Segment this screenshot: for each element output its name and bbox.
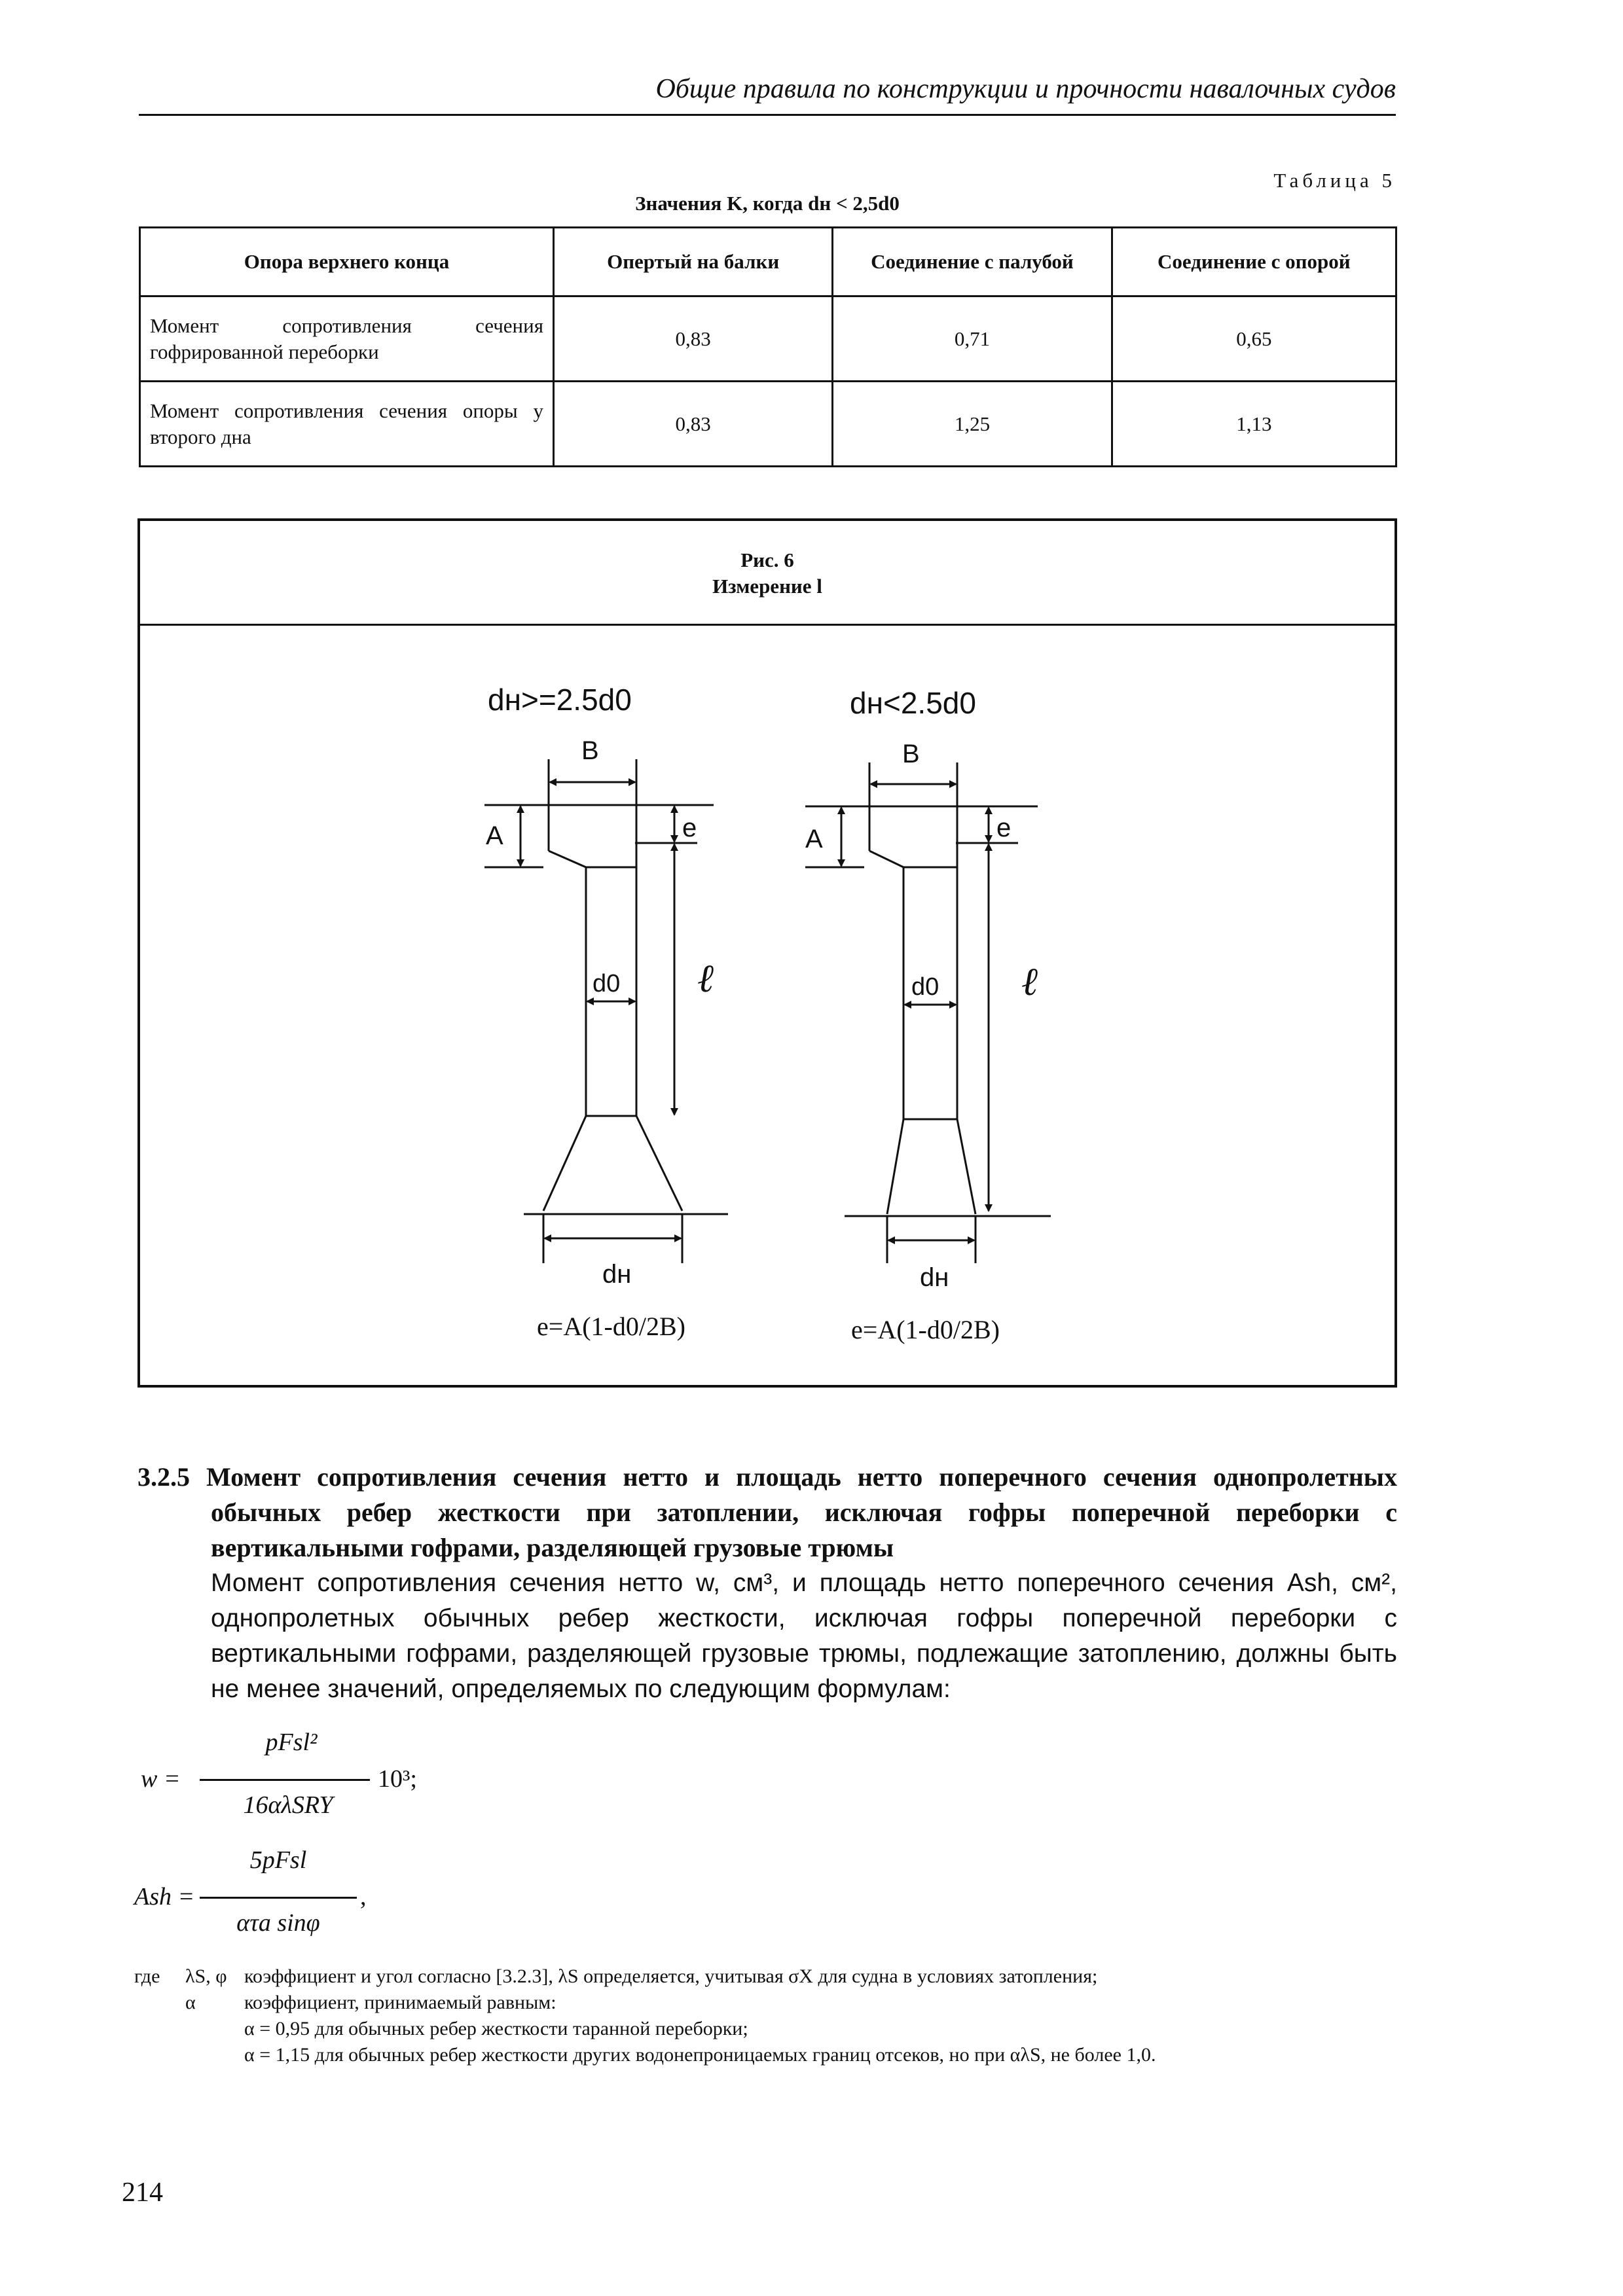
b-label: B: [581, 736, 599, 765]
table-cell: 1,25: [833, 382, 1112, 467]
formula-lhs: Ash =: [134, 1883, 195, 1910]
a-label: A: [805, 825, 823, 853]
where-text: коэффициент и угол согласно [3.2.3], λS определяется, учитывая σX для судна в условиях затопления;: [244, 1965, 1098, 1987]
figure-title: Рис. 6: [740, 548, 794, 571]
e-formula: e=A(1-d0/2B): [537, 1312, 685, 1341]
e-formula: e=A(1-d0/2B): [851, 1315, 1000, 1344]
section-body: Момент сопротивления сечения нетто w, см³, и площадь нетто поперечного сечения Ash, см², однопролетных обычных ребер жесткости, исключая гофры поперечной переборки с вертикальными гофрами, разделяющей грузовые трюмы, подлежащие затоплению, должны быть не менее значений, определяемых по следующим формулам:: [211, 1569, 1397, 1703]
stool-outline: [869, 851, 903, 867]
l-label: ℓ: [1021, 960, 1038, 1003]
dn-label: dн: [920, 1263, 949, 1292]
where-item: [134, 1990, 1398, 2016]
where-text: α = 1,15 для обычных ребер жесткости других водонепроницаемых границ отсеков, но при αλS, не более 1,0.: [244, 2044, 1156, 2066]
where-clause: [134, 1964, 1398, 2068]
d0-label: d0: [911, 973, 939, 1001]
column-header: Опертый на балки: [554, 228, 833, 296]
table-cell: 0,65: [1112, 296, 1396, 382]
stool-outline: [549, 851, 586, 867]
column-header: Опора верхнего конца: [140, 228, 554, 296]
column-header: Соединение с палубой: [833, 228, 1112, 296]
page-number: 214: [122, 2178, 163, 2208]
row-label: Момент сопротивления сечения гофрированной переборки: [140, 296, 554, 382]
where-item: [134, 2016, 1398, 2042]
fraction-bar: [200, 1897, 357, 1899]
where-intro: где: [134, 1965, 160, 1987]
formula-tail: 10³;: [378, 1765, 417, 1793]
formula-tail: ,: [360, 1883, 367, 1910]
b-label: B: [902, 740, 920, 768]
column-header: Соединение с опорой: [1112, 228, 1396, 296]
where-symbol: α: [185, 1992, 196, 2013]
where-item: [134, 1964, 1398, 1990]
formula-w: [141, 1728, 429, 1839]
d0-label: d0: [593, 970, 621, 997]
formula-ash: [134, 1846, 422, 1957]
table-label: Таблица 5: [1273, 169, 1396, 192]
table-cell: 1,13: [1112, 382, 1396, 467]
fraction-bar: [200, 1779, 370, 1781]
dn-label: dн: [602, 1260, 632, 1289]
diagram-large-stool: [484, 683, 728, 1341]
where-item: [134, 2042, 1398, 2068]
section-3-2-5: [137, 1460, 1397, 1707]
table-cell: 0,71: [833, 296, 1112, 382]
formula-denominator: 16αλSRY: [243, 1791, 333, 1819]
diagram-small-stool: [805, 686, 1051, 1344]
formula-numerator: 5pFsl: [249, 1846, 307, 1874]
section-heading: [137, 1460, 1397, 1566]
e-label: e: [996, 814, 1012, 842]
formula-denominator: ατa sinφ: [236, 1909, 320, 1937]
table-caption: Значения K, когда dн < 2,5d0: [635, 192, 900, 215]
where-text: коэффициент, принимаемый равным:: [244, 1992, 556, 2013]
a-label: A: [486, 821, 503, 850]
formula-numerator: pFsl²: [265, 1729, 318, 1756]
diagram-title: dн<2.5d0: [850, 686, 976, 720]
where-symbol: λS, φ: [185, 1965, 227, 1987]
e-label: e: [682, 814, 697, 842]
stool-outline: [887, 1119, 903, 1214]
table-cell: 0,83: [554, 382, 833, 467]
table-cell: 0,83: [554, 296, 833, 382]
stool-outline: [636, 1116, 682, 1211]
section-title: Момент сопротивления сечения нетто и площадь нетто поперечного сечения однопролетных обычных ребер жесткости при затоплении, исключая гофры поперечной переборки с вертикальными гофрами, разделяющей грузовые трюмы: [206, 1462, 1398, 1562]
stool-outline: [543, 1116, 586, 1211]
row-label: Момент сопротивления сечения опоры у второго дна: [140, 382, 554, 467]
figure-subtitle: Измерение l: [712, 575, 822, 598]
running-header: Общие правила по конструкции и прочности навалочных судов: [655, 74, 1396, 104]
diagram-title: dн>=2.5d0: [488, 683, 632, 717]
section-number: 3.2.5: [137, 1462, 190, 1492]
l-label: ℓ: [697, 957, 714, 1000]
where-text: α = 0,95 для обычных ребер жесткости таранной переборки;: [244, 2018, 748, 2039]
stool-outline: [957, 1119, 976, 1214]
formula-lhs: w =: [141, 1765, 181, 1793]
